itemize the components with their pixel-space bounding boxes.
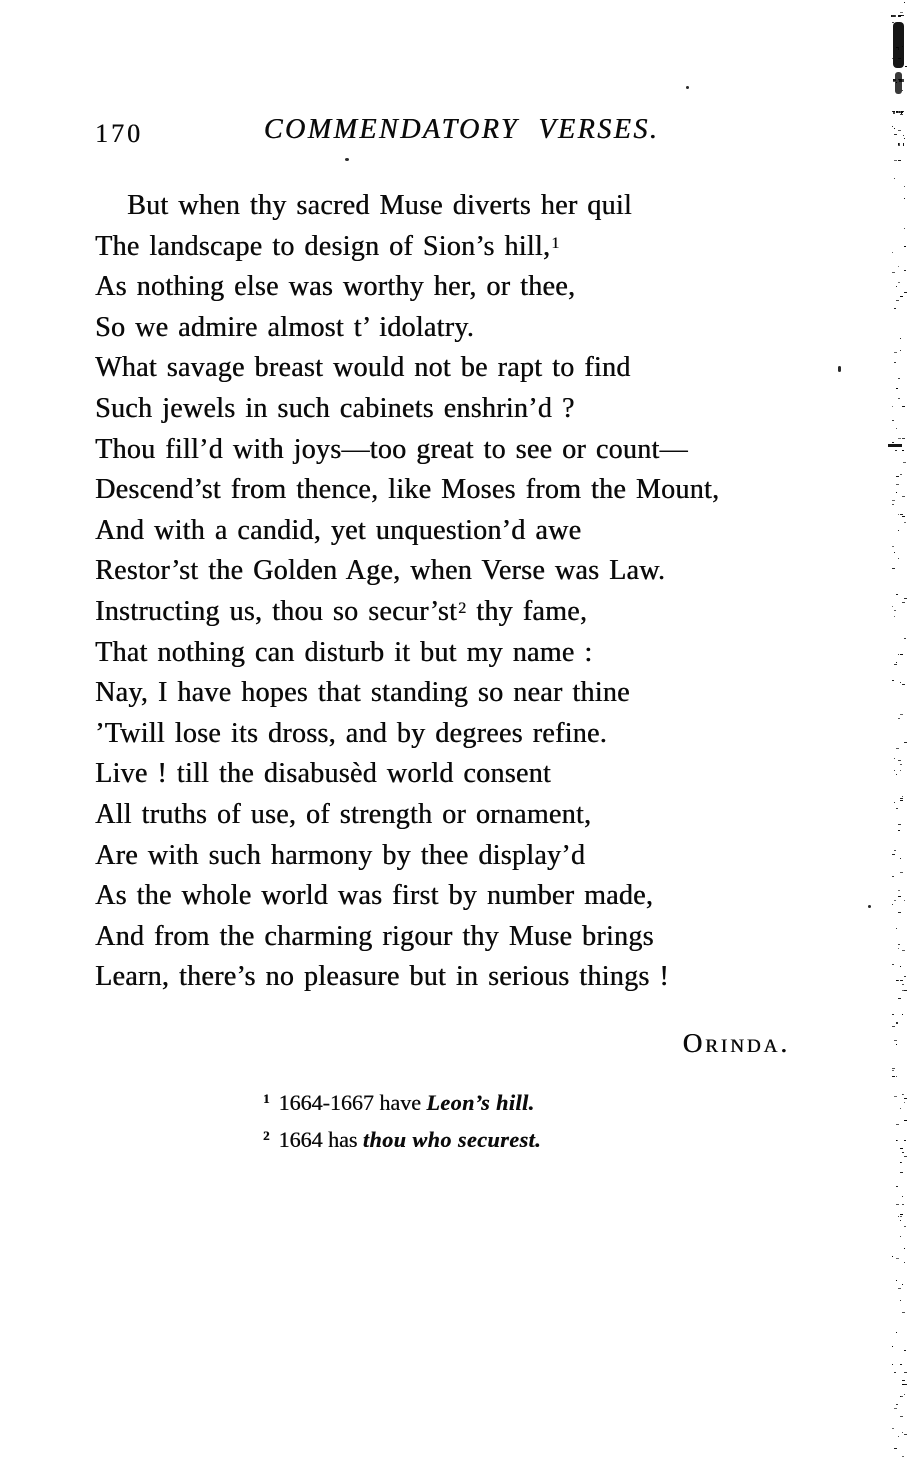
scan-noise-dot	[894, 758, 895, 759]
ink-speck	[868, 905, 871, 908]
scan-noise-dot	[900, 764, 902, 765]
scan-noise-dot	[896, 748, 899, 749]
scan-noise-dot	[903, 462, 906, 463]
ink-speck	[345, 158, 349, 161]
scan-noise-dot	[896, 1404, 898, 1405]
ink-speck	[686, 86, 689, 89]
scan-noise-dot	[892, 126, 893, 127]
scan-noise-dot	[894, 308, 896, 309]
scan-noise-dot	[898, 58, 901, 59]
scan-noise-dot	[900, 872, 903, 873]
scan-noise-dot	[904, 2, 905, 3]
scan-noise-dot	[902, 1094, 903, 1095]
scan-noise-dot	[898, 111, 900, 113]
scan-noise-dot	[904, 292, 907, 293]
scan-noise-dot	[892, 568, 895, 569]
poem-line: And with a candid, yet unquestion’d awe	[95, 514, 582, 546]
scan-noise-dot	[898, 378, 900, 379]
scan-noise-dot	[902, 1204, 904, 1205]
scan-noise-dot	[896, 300, 899, 301]
scan-noise-dot	[894, 1372, 896, 1373]
scan-noise-dot	[904, 246, 906, 247]
scan-noise-dot	[894, 552, 895, 553]
scan-noise-dot	[902, 602, 905, 603]
scan-noise-dot	[901, 15, 904, 16]
scan-noise-dot	[902, 796, 903, 797]
scan-blob	[895, 72, 902, 94]
poem-line: Instructing us, thou so secur’st$^2$ thy fame,	[95, 595, 588, 627]
scan-noise-dot	[898, 948, 899, 949]
scan-noise-dot	[900, 1220, 901, 1221]
scan-noise-dot	[904, 270, 906, 271]
scan-noise-dot	[898, 47, 899, 50]
scan-noise-dot	[898, 15, 901, 17]
scan-noise-dot	[898, 760, 901, 761]
scan-noise-dot	[900, 980, 903, 981]
scan-noise-dot	[892, 1428, 894, 1429]
scan-noise-dot	[902, 1312, 905, 1313]
scan-noise-dot	[892, 442, 894, 443]
scan-noise-dot	[896, 1204, 899, 1205]
scan-noise-dot	[904, 1372, 907, 1373]
scan-noise-dot	[896, 928, 897, 929]
scan-noise-dot	[898, 438, 901, 439]
scan-noise-dot	[894, 664, 897, 665]
scan-noise-dot	[902, 1284, 903, 1285]
scan-noise-dot	[900, 798, 903, 799]
scan-noise-dot	[892, 964, 894, 965]
scan-noise-dot	[892, 904, 893, 905]
scan-noise-dot	[900, 1416, 903, 1417]
scan-noise-dot	[892, 252, 893, 253]
poem-line: And from the charming rigour thy Muse brings	[95, 920, 654, 952]
scan-noise-dot	[902, 496, 905, 497]
scan-noise-dot	[902, 1456, 904, 1457]
scan-noise-dot	[900, 858, 901, 859]
scan-noise-dot	[898, 130, 901, 131]
footnote-reference: 1	[551, 234, 560, 252]
scan-noise-dot	[894, 610, 896, 611]
scan-noise-dot	[904, 1102, 905, 1103]
scan-noise-dot	[892, 1364, 893, 1365]
scan-noise-dot	[898, 266, 899, 267]
footnote-reference: 2	[458, 599, 467, 617]
scan-noise-dot	[894, 1448, 897, 1449]
scan-noise-dot	[902, 684, 905, 685]
scan-noise-dot	[900, 12, 903, 13]
scan-noise-dot	[894, 1040, 897, 1041]
scan-noise-dot	[898, 912, 901, 913]
scan-noise-dot	[900, 296, 903, 297]
scan-noise-dot	[904, 1098, 907, 1099]
poem-line: That nothing can disturb it but my name :	[95, 636, 593, 668]
scan-noise-dot	[896, 808, 898, 809]
scan-noise-dot	[902, 46, 903, 47]
scan-noise-dot	[904, 1350, 906, 1351]
scan-noise-dot	[901, 111, 902, 114]
scan-noise-dot	[896, 980, 898, 981]
scan-noise-dot	[894, 616, 895, 617]
scan-noise-dot	[895, 450, 897, 451]
footnote-marker: 1	[263, 1091, 270, 1106]
poem-line: ’Twill lose its dross, and by degrees refine.	[95, 717, 607, 749]
scan-noise-dot	[900, 114, 903, 115]
scan-noise-dot	[894, 850, 896, 851]
scan-noise-dot	[900, 714, 903, 715]
scan-noise-dot	[894, 1408, 897, 1409]
scan-noise-dot	[896, 388, 898, 389]
scan-noise-dot	[893, 79, 895, 82]
footnote: $^1$ 1664-1667 have Leon’s hill.	[263, 1090, 535, 1115]
page-number: 170	[95, 119, 143, 148]
scan-noise-dot	[900, 1162, 901, 1163]
scan-noise-dot	[900, 514, 903, 515]
poem-line: The landscape to design of Sion’s hill,$^1$	[95, 230, 560, 262]
scan-noise-dot	[892, 1256, 893, 1257]
scan-noise-dot	[898, 1216, 899, 1217]
scan-noise-dot	[898, 890, 900, 891]
poem-line: Learn, there’s no pleasure but in serious things !	[95, 961, 669, 993]
scan-noise-dot	[900, 1172, 903, 1173]
scan-noise-dot	[898, 1288, 901, 1289]
scan-noise-dot	[904, 598, 907, 599]
scan-noise-dot	[902, 516, 905, 517]
scan-noise-dot	[905, 66, 907, 67]
scan-noise-dot	[892, 1076, 895, 1077]
scan-noise-dot	[904, 198, 905, 199]
scan-noise-dot	[894, 900, 896, 901]
scan-noise-dot	[892, 854, 895, 855]
scan-noise-dot	[896, 1332, 897, 1333]
signature: Orinda.	[682, 1028, 790, 1058]
scan-noise-dot	[902, 438, 905, 439]
scan-noise-dot	[900, 966, 901, 967]
scan-noise-dot	[902, 450, 904, 451]
scan-noise-dot	[904, 900, 905, 901]
scan-noise-dot	[902, 1432, 903, 1433]
scan-noise-dot	[900, 1236, 901, 1237]
scan-edge-artifact	[886, 0, 916, 1482]
scan-noise-dot	[892, 876, 894, 877]
scan-noise-dot	[904, 1262, 905, 1263]
scan-noise-dot	[892, 500, 895, 501]
scan-noise-dot	[896, 286, 897, 287]
scan-noise-dot	[902, 950, 905, 951]
scan-noise-dot	[904, 1394, 905, 1395]
scan-noise-dot	[898, 1436, 899, 1437]
scan-noise-dot	[902, 90, 903, 91]
scan-noise-dot	[900, 654, 903, 655]
scan-noise-dot	[902, 1152, 904, 1153]
scan-noise-dot	[892, 1068, 895, 1069]
scan-noise-dot	[892, 606, 893, 607]
scan-noise-dot	[898, 718, 900, 719]
poem-line: Such jewels in such cabinets enshrin’d ?	[95, 392, 575, 424]
scan-noise-dot	[900, 1300, 901, 1301]
scan-noise-dot	[892, 1014, 894, 1015]
scan-noise-dot	[902, 1014, 903, 1015]
scan-noise-dot	[892, 272, 895, 273]
scan-noise-dot	[891, 15, 892, 17]
poem-line: So we admire almost t’ idolatry.	[95, 311, 475, 343]
scan-noise-dot	[898, 896, 901, 897]
scan-noise-dot	[898, 558, 899, 559]
scan-noise-dot	[904, 1384, 907, 1385]
scan-noise-dot	[902, 1196, 903, 1197]
scan-noise-dot	[902, 1380, 905, 1381]
poem-line: Restor’st the Golden Age, when Verse was Law.	[95, 555, 666, 587]
scan-noise-dot	[900, 800, 903, 801]
scan-noise-dot	[904, 522, 906, 523]
scan-noise-dot	[900, 1148, 903, 1149]
scan-noise-dot	[898, 824, 901, 825]
scan-noise-dot	[903, 1094, 904, 1095]
scan-noise-dot	[895, 15, 896, 17]
poem-line: But when thy sacred Muse diverts her quil	[127, 190, 632, 221]
poem-line: Descend’st from thence, like Moses from the Mount,	[95, 474, 720, 506]
scan-noise-dot	[892, 680, 894, 681]
scan-noise-dot	[902, 406, 905, 407]
footnote-variant-text: thou who securest.	[362, 1127, 542, 1152]
scan-noise-dot	[896, 82, 897, 83]
scan-noise-dot	[898, 830, 900, 831]
scan-noise-dot	[897, 1140, 898, 1141]
scan-noise-dot	[903, 111, 904, 112]
scan-noise-dot	[903, 135, 904, 136]
scan-noise-dot	[900, 1364, 902, 1365]
page-header	[0, 114, 923, 160]
scan-noise-dot	[896, 47, 898, 48]
scan-noise-dot	[892, 546, 894, 547]
scan-noise-dot	[898, 160, 901, 161]
poem-line: All truths of use, of strength or ornament,	[95, 798, 592, 830]
scan-noise-dot	[892, 1346, 893, 1347]
scan-noise-dot	[904, 1226, 906, 1227]
scan-noise-dot	[896, 662, 897, 663]
scan-noise-dot	[898, 654, 899, 655]
scan-noise-dot	[902, 984, 904, 985]
running-title: COMMENDATORY VERSES.	[263, 114, 660, 145]
scan-noise-dot	[892, 1070, 894, 1071]
scan-noise-dot	[898, 530, 899, 531]
scan-noise-dot	[896, 1076, 897, 1077]
scan-noise-dot	[904, 138, 905, 139]
scan-noise-dot	[904, 1248, 905, 1249]
scan-noise-dot	[898, 514, 899, 515]
footnotes	[263, 1082, 541, 1156]
scan-noise-dot	[894, 802, 895, 803]
scan-noise-dot	[898, 398, 900, 399]
scan-blob	[893, 22, 904, 68]
scan-noise-dot	[898, 79, 901, 80]
scan-noise-dot	[896, 428, 897, 429]
poem-line: Are with such harmony by thee display’d	[95, 839, 586, 871]
scan-noise-dot	[892, 504, 894, 505]
scan-noise-dot	[904, 1156, 907, 1157]
footnote-marker: 2	[263, 1128, 270, 1143]
scan-noise-dot	[900, 350, 901, 351]
scan-noise-dot	[904, 1140, 906, 1141]
scan-noise-dot	[904, 976, 906, 977]
poem-line: Nay, I have hopes that standing so near thine	[95, 677, 630, 709]
scan-noise-dot	[904, 990, 907, 991]
scan-noise-dot	[892, 420, 894, 421]
scan-noise-dot	[898, 143, 899, 145]
scan-noise-dot	[894, 770, 895, 771]
poem-line: As nothing else was worthy her, or thee,	[95, 271, 576, 303]
scan-noise-dot	[900, 1214, 903, 1215]
scan-noise-dot	[904, 1120, 907, 1121]
scan-noise-dot	[896, 774, 897, 775]
footnote-variant-text: Leon’s hill.	[426, 1090, 535, 1115]
scan-noise-dot	[896, 1124, 899, 1125]
scan-noise-dot	[900, 770, 901, 771]
footnote: $^2$ 1664 has thou who securest.	[263, 1127, 542, 1152]
scan-noise-dot	[894, 160, 897, 161]
poem-line: Live ! till the disabusèd world consent	[95, 758, 551, 790]
scan-noise-dot	[900, 338, 901, 339]
scan-noise-dot	[892, 58, 893, 59]
scan-noise-dot	[904, 228, 905, 229]
poem-line: Thou fill’d with joys—too great to see or count—	[95, 433, 688, 465]
scan-noise-dot	[894, 362, 896, 363]
scan-noise-dot	[896, 492, 897, 493]
poem-line: What savage breast would not be rapt to find	[95, 352, 631, 384]
scan-noise-dot	[893, 111, 895, 114]
scan-noise-dot	[896, 1280, 897, 1281]
scan-noise-dot	[894, 128, 895, 129]
scan-noise-dot	[896, 1140, 897, 1141]
scan-noise-dot	[903, 143, 904, 146]
scan-noise-dot	[894, 352, 897, 353]
scan-noise-dot	[902, 1384, 904, 1385]
scan-noise-dot	[904, 1434, 907, 1435]
scan-noise-dot	[896, 484, 899, 485]
ink-speck	[838, 366, 841, 372]
poem-line: As the whole world was first by number made,	[95, 880, 654, 912]
scan-noise-dot	[892, 22, 894, 23]
scan-noise-dot	[894, 1096, 897, 1097]
scan-noise-dot	[900, 1108, 901, 1109]
scan-noise-dot	[896, 1022, 898, 1024]
scan-noise-dot	[904, 638, 906, 639]
scan-noise-dot	[898, 998, 901, 999]
scan-noise-dot	[892, 406, 893, 407]
scan-noise-dot	[892, 1026, 895, 1027]
scan-noise-dot	[902, 111, 903, 113]
scan-noise-dot	[904, 186, 905, 187]
poem-body	[95, 186, 883, 998]
scan-noise-dot	[894, 134, 897, 135]
scan-noise-dot	[902, 79, 904, 82]
scan-noise-dot	[896, 594, 898, 595]
scan-noise-dot	[898, 282, 900, 283]
scan-noise-dot	[900, 474, 902, 475]
scan-noise-dot	[904, 742, 907, 743]
scan-noise-dot	[900, 1216, 902, 1217]
scan-dash	[888, 444, 902, 447]
scan-noise-dot	[896, 1186, 898, 1187]
scan-noise-dot	[898, 944, 900, 945]
scan-noise-dot	[896, 1258, 899, 1259]
scan-noise-dot	[900, 1396, 903, 1397]
scan-noise-dot	[900, 682, 901, 683]
scan-noise-dot	[896, 476, 899, 477]
scan-noise-dot	[894, 178, 895, 179]
scan-noise-dot	[896, 1044, 897, 1045]
